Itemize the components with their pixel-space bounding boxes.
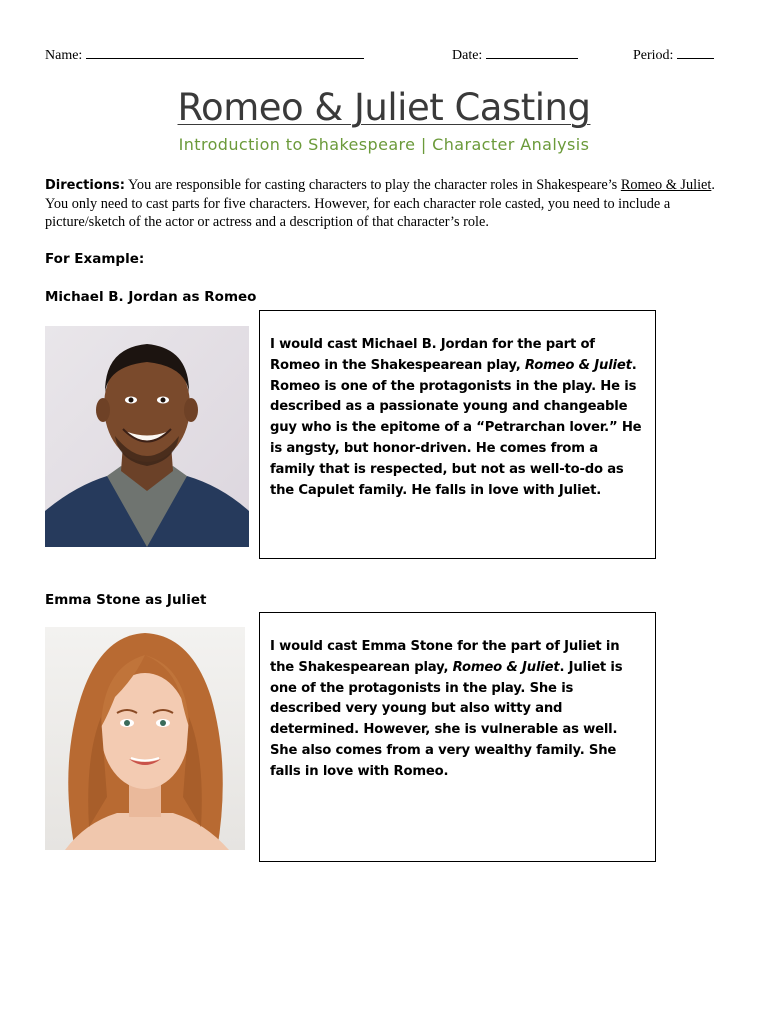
description-box-juliet	[259, 612, 656, 862]
directions-text-2: . You only need to cast parts for five characters. However, for each character role casted, you need to include a picture/sketch of the actor or actress and a description of that character’s role.	[45, 177, 715, 230]
period-field	[633, 46, 714, 64]
description-juliet-text-2: . Juliet is one of the protagonists in the play. She is described very young but also witty and determined. However, she is vulnerable as well. She also comes from a very wealthy family. She falls in love with Romeo.	[270, 659, 623, 779]
page-subtitle: Introduction to Shakespeare | Character Analysis	[178, 135, 590, 154]
description-romeo-text-2: . Romeo is one of the protagonists in the play. He is described as a passionate young and changeable guy who is the epitome of a “Petrarchan lover.” He is angsty, but honor-driven. He comes from a family that is respected, but not as well-to-do as the Capulet family. He falls in love with Juliet.	[270, 357, 642, 498]
description-box-romeo	[259, 310, 656, 559]
description-romeo-play-title: Romeo & Juliet	[524, 357, 632, 373]
actor-photo-romeo	[45, 326, 249, 547]
date-field	[452, 46, 578, 64]
page-title: Romeo & Juliet Casting	[177, 86, 591, 129]
date-blank-line[interactable]	[486, 46, 578, 59]
description-romeo-text-1: I would cast Michael B. Jordan for the part of Romeo in the Shakespearean play,	[270, 337, 595, 373]
directions-label: Directions:	[45, 178, 125, 193]
actor-photo-juliet	[45, 627, 245, 850]
description-juliet-text-1: I would cast Emma Stone for the part of Juliet in the Shakespearean play,	[270, 639, 620, 675]
portrait-man-image	[45, 326, 249, 547]
for-example-label: For Example:	[45, 251, 145, 267]
directions-play-title: Romeo & Juliet	[620, 177, 712, 193]
name-blank-line[interactable]	[86, 46, 364, 59]
description-juliet-play-title: Romeo & Juliet	[452, 659, 560, 675]
example-heading-romeo: Michael B. Jordan as Romeo	[45, 289, 257, 305]
period-blank-line[interactable]	[677, 46, 714, 59]
name-label: Name:	[45, 48, 83, 63]
example-heading-juliet: Emma Stone as Juliet	[45, 592, 207, 608]
portrait-woman-image	[45, 627, 245, 850]
directions-paragraph	[45, 176, 717, 231]
directions-text-1: You are responsible for casting characters to play the character roles in Shakespeare’s	[124, 177, 621, 193]
date-label: Date:	[452, 48, 483, 63]
period-label: Period:	[633, 48, 674, 63]
name-field	[45, 46, 364, 64]
